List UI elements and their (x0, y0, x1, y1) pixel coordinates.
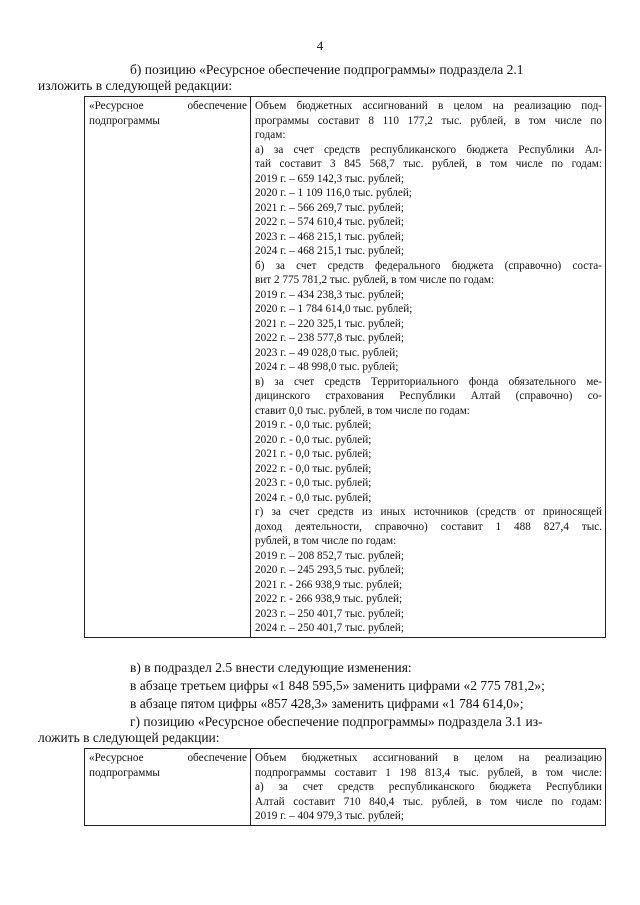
resource-value-line: 2023 г. – 468 215,1 тыс. рублей; (255, 230, 404, 243)
resource-value-line: 2019 г. – 659 142,3 тыс. рублей; (255, 172, 404, 185)
section-v-item-1: в абзаце третьем цифры «1 848 595,5» заменить цифрами «2 775 781,2»; (130, 678, 545, 693)
resource-value-cell (251, 749, 606, 826)
resource-table-3-1 (84, 748, 606, 826)
intro-paragraph-b (38, 62, 604, 94)
section-v-heading: в) в подраздел 2.5 внести следующие изменения: (130, 660, 412, 675)
resource-value-line: 2019 г. – 404 979,3 тыс. рублей; (255, 810, 404, 822)
resource-value-line: подпрограммы составит 1 198 813,4 тыс. рублей, в том числе: (255, 766, 602, 779)
page-number: 4 (316, 38, 324, 53)
intro-g-line-1: г) позицию «Ресурсное обеспечение подпрограммы» подраздела 3.1 из- (130, 714, 543, 729)
resource-value-line: 2021 г. - 266 938,9 тыс. рублей; (255, 578, 403, 591)
resource-value-line: б) за счет средств федерального бюджета (справочно) соста- (255, 259, 602, 272)
resource-value-line: Объем бюджетных ассигнований в целом на реализацию под- (255, 100, 602, 112)
resource-label-line: подпрограммы (89, 114, 160, 127)
resource-value-line: 2019 г. - 0,0 тыс. рублей; (255, 419, 372, 431)
resource-value-line: 2022 г. – 238 577,8 тыс. рублей; (255, 332, 404, 344)
resource-value-line: 2021 г. – 566 269,7 тыс. рублей; (255, 201, 404, 214)
resource-value-line: 2020 г. - 0,0 тыс. рублей; (255, 433, 372, 446)
intro-paragraph-g (38, 714, 604, 746)
resource-value-line: Алтай составит 710 840,4 тыс. рублей, в том числе по годам: (255, 795, 602, 808)
resource-value-line: 2024 г. – 468 215,1 тыс. рублей; (255, 245, 404, 257)
resource-value-line: 2023 г. – 49 028,0 тыс. рублей; (255, 346, 399, 359)
resource-value-line: 2024 г. – 250 401,7 тыс. рублей; (255, 622, 404, 634)
resource-value-line: 2020 г. – 245 293,5 тыс. рублей; (255, 564, 404, 576)
resource-value-line: рублей, в том числе по годам: (255, 535, 397, 547)
resource-table-2-1 (84, 96, 606, 638)
resource-value-line: 2024 г. – 48 998,0 тыс. рублей; (255, 361, 399, 373)
resource-value-line: 2022 г. - 266 938,9 тыс. рублей; (255, 593, 403, 605)
resource-value-line: 2020 г. – 1 784 614,0 тыс. рублей; (255, 303, 413, 315)
resource-value-line: ставит 0,0 тыс. рублей, в том числе по годам: (255, 404, 470, 417)
resource-value-line: г) за счет средств из иных источников (средств от приносящей (255, 506, 602, 518)
resource-value-line: 2023 г. – 250 401,7 тыс. рублей; (255, 607, 404, 620)
resource-value-line: годам: (255, 129, 286, 141)
resource-value-line: 2021 г. – 220 325,1 тыс. рублей; (255, 317, 404, 330)
resource-value-line: 2019 г. – 208 852,7 тыс. рублей; (255, 549, 404, 562)
resource-value-line: 2022 г. - 0,0 тыс. рублей; (255, 462, 372, 475)
resource-value-line: 2024 г. - 0,0 тыс. рублей; (255, 491, 372, 504)
resource-label-line: подпрограммы (89, 766, 160, 779)
resource-label-line: «Ресурсное обеспечение (89, 752, 247, 764)
resource-value-line: Объем бюджетных ассигнований в целом на реализацию (255, 752, 602, 764)
resource-value-line: 2021 г. - 0,0 тыс. рублей; (255, 448, 372, 460)
resource-value-line: 2023 г. - 0,0 тыс. рублей; (255, 477, 372, 489)
resource-value-line: 2019 г. – 434 238,3 тыс. рублей; (255, 288, 404, 301)
resource-value-line: тай составит 3 845 568,7 тыс. рублей, в том числе по годам: (255, 158, 602, 170)
intro-b-line-2: изложить в следующей редакции: (38, 78, 233, 93)
resource-label-cell (85, 749, 251, 826)
resource-value-line: 2020 г. – 1 109 116,0 тыс. рублей; (255, 187, 412, 199)
resource-value-line: а) за счет средств республиканского бюджета Республики Ал- (255, 143, 602, 156)
resource-value-line: а) за счет средств республиканского бюджета Республики (255, 781, 602, 793)
resource-value-line: в) за счет средств Территориального фонда обязательного ме- (255, 375, 602, 388)
resource-label-line: «Ресурсное обеспечение (89, 100, 247, 112)
resource-value-line: вит 2 775 781,2 тыс. рублей, в том числе по годам: (255, 274, 495, 286)
intro-g-line-2: ложить в следующей редакции: (38, 730, 220, 745)
intro-b-line-1: б) позицию «Ресурсное обеспечение подпрограммы» подраздела 2.1 (130, 62, 524, 77)
resource-label-cell (85, 97, 251, 638)
resource-value-line: дицинского страхования Республики Алтай (справочно) со- (255, 390, 602, 402)
resource-value-line: программы составит 8 110 177,2 тыс. рублей, в том числе по (255, 114, 602, 127)
resource-value-line: 2022 г. – 574 610,4 тыс. рублей; (255, 216, 404, 228)
resource-value-line: доход деятельности, справочно) составит 1 488 827,4 тыс. (255, 520, 602, 533)
section-v-item-2: в абзаце пятом цифры «857 428,3» заменить цифрами «1 784 614,0»; (130, 696, 524, 711)
resource-value-cell (251, 97, 606, 638)
